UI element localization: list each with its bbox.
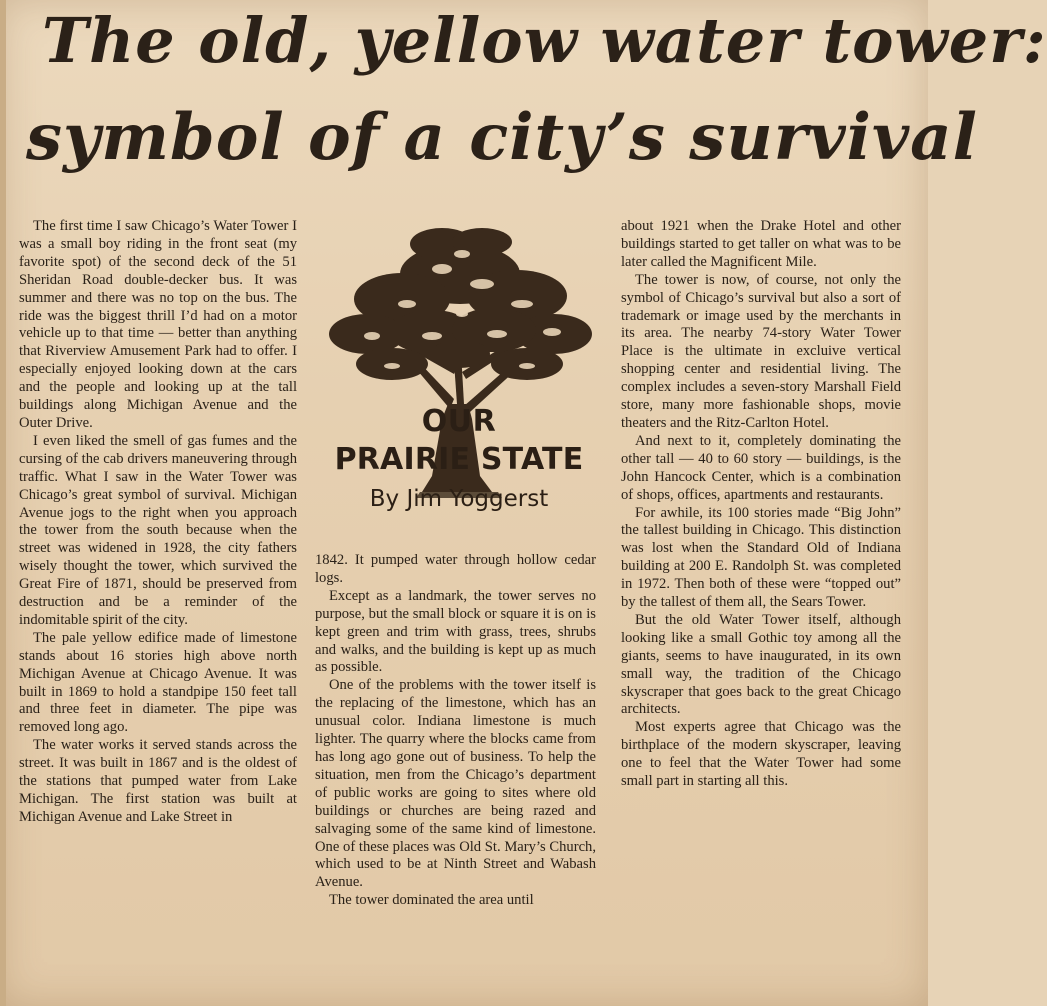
paragraph: Most experts agree that Chicago was the birthplace of the modern skyscraper, leaving one to feel that the Water Tower had some small part in starting all this. bbox=[621, 719, 901, 790]
byline: By Jim Yoggerst bbox=[369, 486, 549, 512]
paragraph: The tower is now, of course, not only the symbol of Chicago’s survival but also a sort of trademark or image used by the merchants in its area. The nearby 74-story Water Tower Place is the ultimate in excluive vertical shopping center and residential living. The complex includes a seven-story Marshall Field store, many more fashionable shops, movie theaters and the Ritz-Carlton Hotel. bbox=[621, 271, 901, 431]
column-heading-prairie-state: PRAIRIE STATE bbox=[334, 442, 584, 477]
paragraph: And next to it, completely dominating the other tall — 40 to 60 story — buildings, is the John Hancock Center, which is a combination of shops, offices, apartments and restaurants. bbox=[621, 432, 901, 503]
paragraph: One of the problems with the tower itself is the replacing of the limestone, which has an unusual color. Indiana limestone is much lighter. The quarry where the blocks came from has long ago gone out of business. To help the situation, men from the Chicago’s department of public works are going to sites where old buildings or churches are being razed and salvaging some of the same kind of limestone. One of these places was Old St. Mary’s Church, which used to be at Ninth Street and Wabash Avenue. bbox=[315, 677, 596, 891]
paper-edge bbox=[0, 0, 6, 1006]
paragraph: The pale yellow edifice made of limestone stands about 16 stories high above north Michigan Avenue at Chicago Avenue. It was built in 1869 to hold a standpipe 150 feet tall and three feet in diameter. The pipe was removed long ago. bbox=[19, 629, 297, 736]
article-column-2 bbox=[315, 552, 596, 910]
paragraph: about 1921 when the Drake Hotel and other buildings started to get taller on what was to be later called the Magnificent Mile. bbox=[621, 218, 901, 270]
paragraph: The water works it served stands across the street. It was built in 1867 and is the oldest of the stations that pumped water from Lake Michigan. The first station was built at Michigan Avenue and Lake Street in bbox=[19, 737, 297, 825]
article-column-1 bbox=[19, 218, 297, 827]
headline-line-2: symbol of a city’s survival bbox=[26, 100, 978, 175]
paragraph: Except as a landmark, the tower serves no purpose, but the small block or square it is on is kept green and trim with grass, trees, shrubs and walks, and the building is kept up as much as possible. bbox=[315, 587, 596, 676]
paragraph: I even liked the smell of gas fumes and the cursing of the cab drivers maneuvering through traffic. What I saw in the Water Tower was Chicago’s great symbol of survival. Michigan Avenue jogs to the right when you approach the tower from the south because when the street was widened in 1928, the city fathers wisely thought the tower, which survived the Great Fire of 1871, should be preserved from destruction and be a reminder of the indomitable spirit of the city. bbox=[19, 432, 297, 628]
paragraph: The first time I saw Chicago’s Water Tower I was a small boy riding in the front seat (my favorite spot) of the second deck of the 51 Sheridan Road double-decker bus. It was summer and there was no top on the bus. The ride was the biggest thrill I’d had on a motor vehicle up to that time — better than anything that Riverview Amusement Park had to offer. I especially enjoyed looking down at the cars and the people and looking up at the tall buildings along Michigan Avenue and the Outer Drive. bbox=[19, 218, 297, 431]
headline-line-1: The old, yellow water tower: bbox=[42, 4, 1047, 77]
paragraph: For awhile, its 100 stories made “Big John” the tallest building in Chicago. This distinction was lost when the Standard Old of Indiana building at 200 E. Randolph St. was completed in 1972. Then both of these were “topped out” by the tallest of them all, the Sears Tower. bbox=[621, 504, 901, 611]
column-heading-our: OUR bbox=[421, 404, 497, 439]
article-column-3 bbox=[621, 218, 901, 791]
paragraph: The tower dominated the area until bbox=[329, 892, 534, 909]
paragraph: 1842. It pumped water through hollow cedar logs. bbox=[315, 552, 596, 586]
paragraph: But the old Water Tower itself, although looking like a small Gothic toy among all the giants, seems to have inaugurated, in its own small way, the tradition of the Chicago skyscraper that goes back to the great Chicago architects. bbox=[621, 611, 901, 718]
